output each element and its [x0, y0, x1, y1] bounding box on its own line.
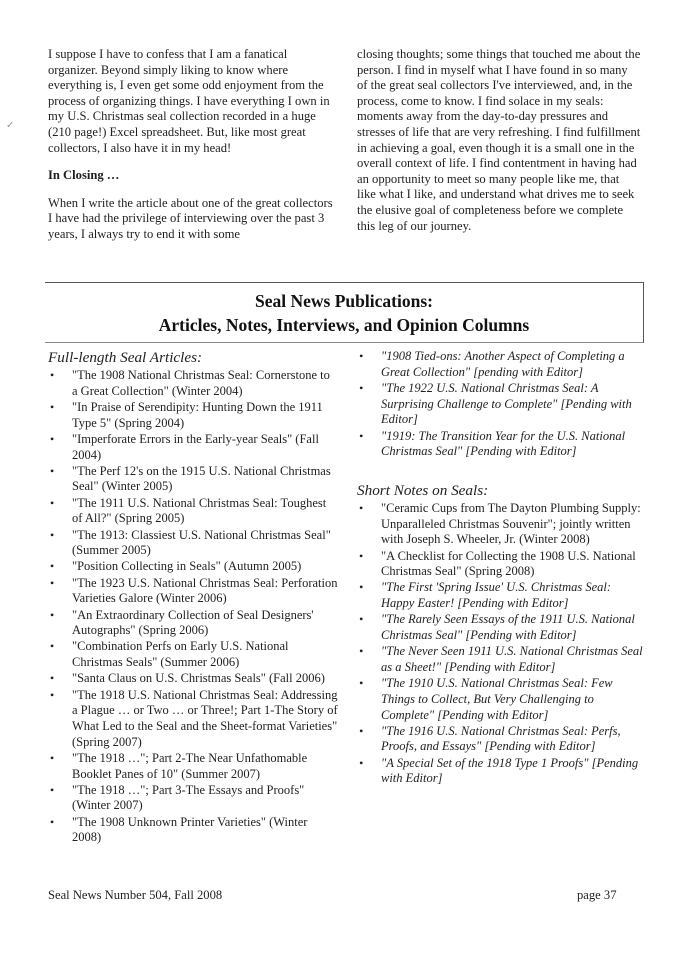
publication-item: • "The First 'Spring Issue' U.S. Christmas Seal: Happy Easter! [Pending with Editor] — [357, 580, 647, 611]
publication-item: • "The 1918 U.S. National Christmas Seal: Addressing a Plague … or Two … or Three!; Part 1-The Story of What Led to the Seal and the Sheet-format Varieties" (Spring 2007) — [48, 688, 338, 751]
publication-item: • "The 1908 Unknown Printer Varieties" (Winter 2008) — [48, 815, 338, 846]
footer-page-number: page 37 — [577, 888, 617, 902]
pending-and-notes-column — [357, 349, 647, 788]
publication-item: • "The 1908 National Christmas Seal: Cornerstone to a Great Collection" (Winter 2004) — [48, 368, 338, 399]
publication-item: • "The 1918 …"; Part 3-The Essays and Proofs" (Winter 2007) — [48, 783, 338, 814]
article-paragraph: I suppose I have to confess that I am a fanatical organizer. Beyond simply liking to know where everything is, I even get some odd enjoyment from the process of organizing things. I have everything I own in my U.S. Christmas seal collection recorded in a huge (210 page!) Excel spreadsheet. But, like most great collectors, I also have it in my head! — [48, 47, 330, 155]
publication-item: • "The 1916 U.S. National Christmas Seal: Perfs, Proofs, and Essays" [Pending with Editor] — [357, 724, 647, 755]
closing-thoughts-paragraph: closing thoughts; some things that touched me about the person. I find in myself what I have found in so many of the great seal collectors I've interviewed, and, in the process, come to know. I find solace in my seals: moments away from the day-to-day pressures and stresses of life that are very refreshing. I find fulfillment in achieving a goal, even though it is a small one in the overall context of life. I find contentment in having had an opportunity to meet so many people like me, that like what I like, and understand what drives me to seek the elusive goal of completeness before we complete this leg of our journey. — [357, 47, 641, 233]
publication-item: • "The 1922 U.S. National Christmas Seal: A Surprising Challenge to Complete" [Pending with Editor] — [357, 381, 647, 428]
closing-intro-paragraph: When I write the article about one of the great collectors I have had the privilege of interviewing over the past 3 years, I always try to end it with some — [48, 195, 333, 241]
banner-subtitle: Articles, Notes, Interviews, and Opinion Columns — [158, 315, 530, 335]
full-length-heading: Full-length Seal Articles: — [48, 349, 203, 366]
publication-item: • "The 1910 U.S. National Christmas Seal: Few Things to Collect, But Very Challenging to Complete" [Pending with Editor] — [357, 676, 647, 723]
pending-articles-list — [357, 349, 647, 460]
publication-item: • "The 1923 U.S. National Christmas Seal: Perforation Varieties Galore (Winter 2006) — [48, 576, 338, 607]
publication-item: • "The Rarely Seen Essays of the 1911 U.S. National Christmas Seal" [Pending with Editor] — [357, 612, 647, 643]
publications-banner — [45, 282, 644, 343]
article-right-column — [357, 47, 641, 234]
publication-item: • "1908 Tied-ons: Another Aspect of Completing a Great Collection" [pending with Editor] — [357, 349, 647, 380]
publication-item: • "In Praise of Serendipity: Hunting Down the 1911 Type 5" (Spring 2004) — [48, 400, 338, 431]
publication-item: • "Combination Perfs on Early U.S. National Christmas Seals" (Summer 2006) — [48, 639, 338, 670]
footer-issue: Seal News Number 504, Fall 2008 — [48, 888, 223, 902]
closing-heading: In Closing … — [48, 168, 120, 183]
short-notes-heading: Short Notes on Seals: — [357, 481, 489, 499]
publication-item: • "The 1918 …"; Part 2-The Near Unfathomable Booklet Panes of 10" (Summer 2007) — [48, 751, 338, 782]
publication-item: • "1919: The Transition Year for the U.S. National Christmas Seal" [Pending with Editor] — [357, 429, 647, 460]
banner-title: Seal News Publications: — [255, 291, 433, 311]
publication-item: • "Ceramic Cups from The Dayton Plumbing Supply: Unparalleled Christmas Souvenir"; jointly written with Joseph S. Wheeler, Jr. (Winter 2008) — [357, 501, 647, 548]
publication-item: • "Santa Claus on U.S. Christmas Seals" (Fall 2006) — [48, 671, 338, 687]
publication-item: • "A Checklist for Collecting the 1908 U.S. National Christmas Seal" (Spring 2008) — [357, 549, 647, 580]
publication-item: • "Position Collecting in Seals" (Autumn 2005) — [48, 559, 338, 575]
publication-item: • "The 1913: Classiest U.S. National Christmas Seal" (Summer 2005) — [48, 528, 338, 559]
publication-item: • "The Perf 12's on the 1915 U.S. National Christmas Seal" (Winter 2005) — [48, 464, 338, 495]
article-left-column — [48, 47, 334, 243]
publication-item: • "The Never Seen 1911 U.S. National Christmas Seal as a Sheet!" [Pending with Editor] — [357, 644, 647, 675]
scan-mark: ✓ — [6, 120, 15, 131]
publication-item: • "An Extraordinary Collection of Seal Designers' Autographs" (Spring 2006) — [48, 608, 338, 639]
full-length-list — [48, 368, 338, 846]
publication-item: • "Imperforate Errors in the Early-year Seals" (Fall 2004) — [48, 432, 338, 463]
full-length-articles-column — [48, 349, 338, 847]
publication-item: • "The 1911 U.S. National Christmas Seal: Toughest of All?" (Spring 2005) — [48, 496, 338, 527]
short-notes-list — [357, 501, 647, 787]
publication-item: • "A Special Set of the 1918 Type 1 Proofs" [Pending with Editor] — [357, 756, 647, 787]
